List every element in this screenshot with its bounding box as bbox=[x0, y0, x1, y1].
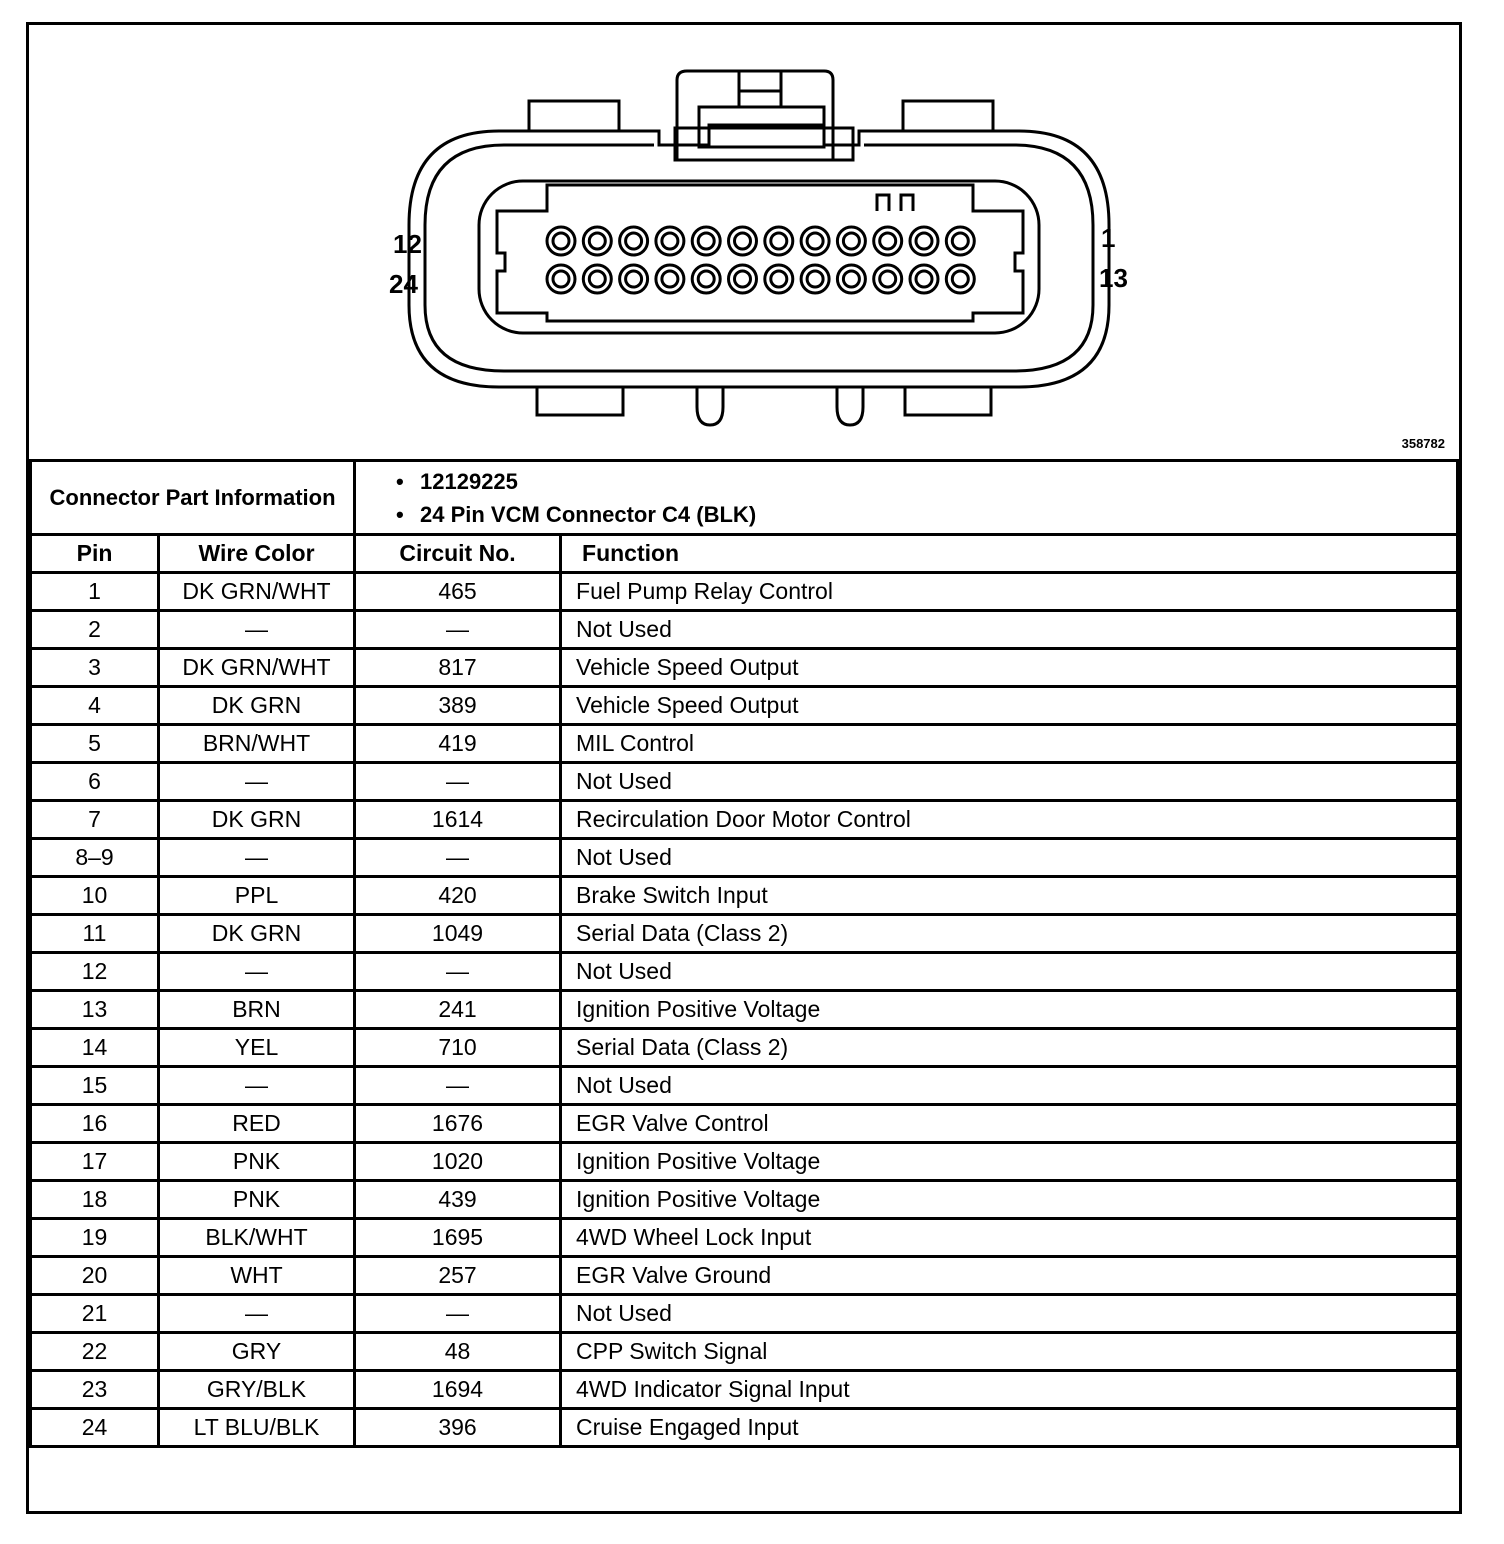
cell-wire-color: GRY/BLK bbox=[159, 1371, 355, 1409]
cell-wire-color: WHT bbox=[159, 1257, 355, 1295]
cell-wire-color: — bbox=[159, 763, 355, 801]
connector-pin-cavity bbox=[880, 233, 896, 249]
table-row bbox=[31, 1181, 1458, 1219]
cell-pin: 17 bbox=[31, 1143, 159, 1181]
connector-part-number: • 12129225 bbox=[396, 468, 518, 494]
cell-function: Vehicle Speed Output bbox=[561, 649, 1458, 687]
table-row bbox=[31, 1371, 1458, 1409]
connector-diagram bbox=[29, 25, 1459, 459]
cell-pin: 2 bbox=[31, 611, 159, 649]
table-row bbox=[31, 611, 1458, 649]
cell-wire-color: PNK bbox=[159, 1143, 355, 1181]
cell-wire-color: — bbox=[159, 1067, 355, 1105]
pin-label-1: 1 bbox=[1101, 223, 1116, 253]
cell-circuit: 1020 bbox=[355, 1143, 561, 1181]
cell-function: Cruise Engaged Input bbox=[561, 1409, 1458, 1447]
connector-pin-cavity bbox=[547, 227, 575, 255]
table-row bbox=[31, 1257, 1458, 1295]
cell-function: Serial Data (Class 2) bbox=[561, 915, 1458, 953]
pin-label-12: 12 bbox=[393, 229, 422, 259]
connector-pin-cavity bbox=[843, 233, 859, 249]
connector-pin-cavity bbox=[698, 271, 714, 287]
cell-function: EGR Valve Ground bbox=[561, 1257, 1458, 1295]
connector-pin-cavity bbox=[874, 227, 902, 255]
connector-pin-cavity bbox=[807, 271, 823, 287]
cell-circuit: — bbox=[355, 1067, 561, 1105]
connector-pin-cavity bbox=[952, 233, 968, 249]
cell-pin: 21 bbox=[31, 1295, 159, 1333]
cell-pin: 22 bbox=[31, 1333, 159, 1371]
cell-wire-color: PPL bbox=[159, 877, 355, 915]
cell-circuit: 419 bbox=[355, 725, 561, 763]
cell-pin: 16 bbox=[31, 1105, 159, 1143]
cell-circuit: — bbox=[355, 611, 561, 649]
cell-circuit: 1614 bbox=[355, 801, 561, 839]
cell-circuit: 465 bbox=[355, 573, 561, 611]
cell-circuit: 389 bbox=[355, 687, 561, 725]
cell-pin: 4 bbox=[31, 687, 159, 725]
cell-pin: 3 bbox=[31, 649, 159, 687]
connector-info-row bbox=[31, 461, 1458, 535]
cell-circuit: 1694 bbox=[355, 1371, 561, 1409]
table-row bbox=[31, 1029, 1458, 1067]
cell-wire-color: — bbox=[159, 953, 355, 991]
table-row bbox=[31, 877, 1458, 915]
connector-pin-cavity bbox=[765, 265, 793, 293]
cell-pin: 18 bbox=[31, 1181, 159, 1219]
cell-circuit: 439 bbox=[355, 1181, 561, 1219]
connector-part-number-text: 12129225 bbox=[420, 468, 518, 494]
cell-function: Not Used bbox=[561, 763, 1458, 801]
connector-pin-cavity bbox=[553, 271, 569, 287]
connector-face-drawing bbox=[29, 25, 1459, 459]
cell-function: Not Used bbox=[561, 611, 1458, 649]
table-row bbox=[31, 725, 1458, 763]
table-row bbox=[31, 763, 1458, 801]
table-row bbox=[31, 801, 1458, 839]
connector-description-text: 24 Pin VCM Connector C4 (BLK) bbox=[420, 501, 757, 527]
cell-wire-color: YEL bbox=[159, 1029, 355, 1067]
connector-pin-cavity bbox=[662, 233, 678, 249]
cell-pin: 14 bbox=[31, 1029, 159, 1067]
cell-pin: 12 bbox=[31, 953, 159, 991]
table-row bbox=[31, 953, 1458, 991]
connector-pin-cavity bbox=[547, 265, 575, 293]
connector-pin-cavity bbox=[874, 265, 902, 293]
pin-label-24: 24 bbox=[389, 269, 418, 299]
cell-pin: 13 bbox=[31, 991, 159, 1029]
connector-pin-cavity bbox=[626, 271, 642, 287]
cell-pin: 23 bbox=[31, 1371, 159, 1409]
connector-pin-cavity bbox=[946, 227, 974, 255]
cell-function: Brake Switch Input bbox=[561, 877, 1458, 915]
connector-pin-cavity bbox=[807, 233, 823, 249]
connector-pin-cavity bbox=[735, 271, 751, 287]
table-row bbox=[31, 1105, 1458, 1143]
connector-pin-cavity bbox=[910, 265, 938, 293]
table-row bbox=[31, 573, 1458, 611]
cell-function: 4WD Wheel Lock Input bbox=[561, 1219, 1458, 1257]
connector-pin-cavity bbox=[880, 271, 896, 287]
cell-wire-color: DK GRN bbox=[159, 687, 355, 725]
header-circuit: Circuit No. bbox=[355, 535, 561, 573]
cell-function: 4WD Indicator Signal Input bbox=[561, 1371, 1458, 1409]
connector-pin-cavity bbox=[729, 227, 757, 255]
figure-id: 358782 bbox=[1401, 436, 1445, 451]
connector-pin-cavity bbox=[729, 265, 757, 293]
cell-circuit: — bbox=[355, 953, 561, 991]
connector-pin-cavity bbox=[843, 271, 859, 287]
connector-pin-cavity bbox=[620, 227, 648, 255]
cell-pin: 19 bbox=[31, 1219, 159, 1257]
cell-function: Not Used bbox=[561, 1295, 1458, 1333]
cell-circuit: — bbox=[355, 839, 561, 877]
connector-pin-cavity bbox=[916, 271, 932, 287]
cell-wire-color: DK GRN/WHT bbox=[159, 649, 355, 687]
cell-circuit: 420 bbox=[355, 877, 561, 915]
cell-wire-color: BRN/WHT bbox=[159, 725, 355, 763]
table-row bbox=[31, 1067, 1458, 1105]
cell-circuit: 710 bbox=[355, 1029, 561, 1067]
connector-info-title: Connector Part Information bbox=[31, 461, 355, 535]
connector-pin-cavity bbox=[735, 233, 751, 249]
connector-pin-cavity bbox=[952, 271, 968, 287]
cell-wire-color: DK GRN bbox=[159, 915, 355, 953]
table-row bbox=[31, 839, 1458, 877]
cell-pin: 1 bbox=[31, 573, 159, 611]
cell-circuit: — bbox=[355, 763, 561, 801]
cell-wire-color: — bbox=[159, 839, 355, 877]
table-row bbox=[31, 1295, 1458, 1333]
connector-pin-cavity bbox=[583, 265, 611, 293]
connector-pin-cavity bbox=[698, 233, 714, 249]
connector-pin-cavity bbox=[553, 233, 569, 249]
table-header-row bbox=[31, 535, 1458, 573]
cell-function: Serial Data (Class 2) bbox=[561, 1029, 1458, 1067]
connector-pin-cavity bbox=[692, 265, 720, 293]
cell-function: Not Used bbox=[561, 839, 1458, 877]
connector-pin-cavity bbox=[916, 233, 932, 249]
cell-circuit: 817 bbox=[355, 649, 561, 687]
connector-description: • 24 Pin VCM Connector C4 (BLK) bbox=[396, 501, 757, 527]
connector-pin-cavity bbox=[662, 271, 678, 287]
cell-function: Not Used bbox=[561, 953, 1458, 991]
connector-pin-cavity bbox=[589, 271, 605, 287]
connector-pin-cavity bbox=[837, 227, 865, 255]
cell-pin: 20 bbox=[31, 1257, 159, 1295]
cell-circuit: 1676 bbox=[355, 1105, 561, 1143]
cell-wire-color: BLK/WHT bbox=[159, 1219, 355, 1257]
document-frame bbox=[26, 22, 1462, 1514]
table-row bbox=[31, 1333, 1458, 1371]
connector-pin-cavity bbox=[910, 227, 938, 255]
cell-function: Vehicle Speed Output bbox=[561, 687, 1458, 725]
cell-circuit: 48 bbox=[355, 1333, 561, 1371]
connector-pin-cavity bbox=[837, 265, 865, 293]
cell-circuit: 257 bbox=[355, 1257, 561, 1295]
header-wire-color: Wire Color bbox=[159, 535, 355, 573]
cell-function: EGR Valve Control bbox=[561, 1105, 1458, 1143]
pin-label-13: 13 bbox=[1099, 263, 1128, 293]
header-pin: Pin bbox=[31, 535, 159, 573]
connector-pin-cavity bbox=[801, 265, 829, 293]
cell-function: Ignition Positive Voltage bbox=[561, 991, 1458, 1029]
cell-pin: 6 bbox=[31, 763, 159, 801]
table-row bbox=[31, 649, 1458, 687]
connector-pin-cavity bbox=[771, 271, 787, 287]
cell-wire-color: DK GRN bbox=[159, 801, 355, 839]
connector-pin-cavity bbox=[771, 233, 787, 249]
table-row bbox=[31, 687, 1458, 725]
connector-pin-cavity bbox=[946, 265, 974, 293]
cell-pin: 11 bbox=[31, 915, 159, 953]
cell-pin: 15 bbox=[31, 1067, 159, 1105]
cell-wire-color: RED bbox=[159, 1105, 355, 1143]
cell-wire-color: BRN bbox=[159, 991, 355, 1029]
cell-wire-color: — bbox=[159, 1295, 355, 1333]
cell-function: MIL Control bbox=[561, 725, 1458, 763]
cell-function: Recirculation Door Motor Control bbox=[561, 801, 1458, 839]
cell-circuit: 396 bbox=[355, 1409, 561, 1447]
connector-pin-cavity bbox=[620, 265, 648, 293]
cell-function: CPP Switch Signal bbox=[561, 1333, 1458, 1371]
cell-function: Ignition Positive Voltage bbox=[561, 1181, 1458, 1219]
cell-pin: 8–9 bbox=[31, 839, 159, 877]
table-row bbox=[31, 991, 1458, 1029]
cell-wire-color: PNK bbox=[159, 1181, 355, 1219]
table-row bbox=[31, 1143, 1458, 1181]
connector-pin-cavity bbox=[801, 227, 829, 255]
cell-circuit: 1049 bbox=[355, 915, 561, 953]
connector-pin-cavity bbox=[692, 227, 720, 255]
cell-wire-color: — bbox=[159, 611, 355, 649]
cell-function: Ignition Positive Voltage bbox=[561, 1143, 1458, 1181]
cell-wire-color: LT BLU/BLK bbox=[159, 1409, 355, 1447]
cell-circuit: 1695 bbox=[355, 1219, 561, 1257]
connector-pin-cavity bbox=[589, 233, 605, 249]
cell-pin: 10 bbox=[31, 877, 159, 915]
connector-pin-cavity bbox=[656, 265, 684, 293]
cell-circuit: 241 bbox=[355, 991, 561, 1029]
cell-wire-color: DK GRN/WHT bbox=[159, 573, 355, 611]
connector-pin-cavity bbox=[583, 227, 611, 255]
cell-circuit: — bbox=[355, 1295, 561, 1333]
table-row bbox=[31, 1219, 1458, 1257]
cell-pin: 24 bbox=[31, 1409, 159, 1447]
cell-pin: 5 bbox=[31, 725, 159, 763]
table-row bbox=[31, 1409, 1458, 1447]
connector-pin-cavity bbox=[765, 227, 793, 255]
header-function: Function bbox=[561, 535, 1458, 573]
connector-pin-cavity bbox=[656, 227, 684, 255]
connector-pin-cavity bbox=[626, 233, 642, 249]
cell-wire-color: GRY bbox=[159, 1333, 355, 1371]
connector-info-list bbox=[355, 461, 1458, 535]
pinout-table bbox=[29, 459, 1459, 1448]
cell-pin: 7 bbox=[31, 801, 159, 839]
cell-function: Fuel Pump Relay Control bbox=[561, 573, 1458, 611]
table-row bbox=[31, 915, 1458, 953]
cell-function: Not Used bbox=[561, 1067, 1458, 1105]
